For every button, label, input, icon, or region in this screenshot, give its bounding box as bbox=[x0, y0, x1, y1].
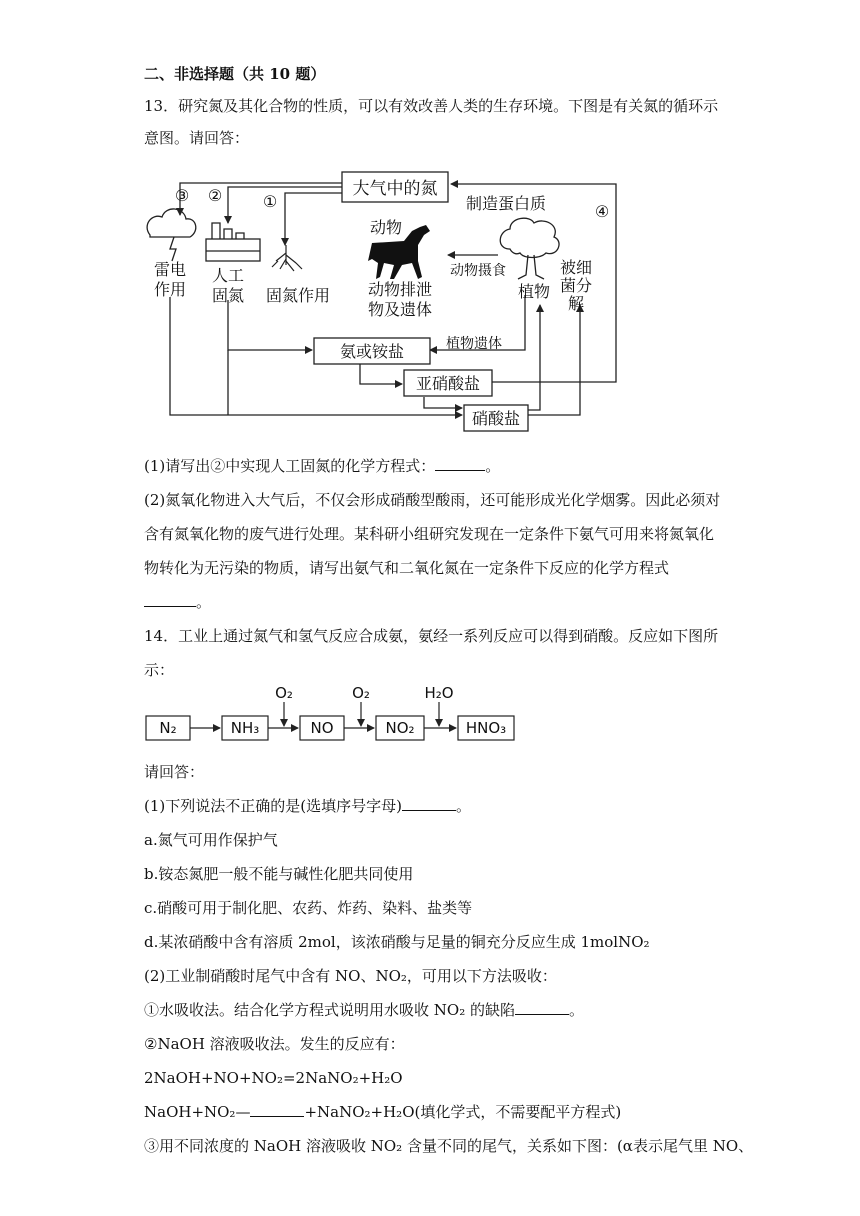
plant-label: 植物 bbox=[517, 282, 551, 301]
nitrite-label: 亚硝酸盐 bbox=[415, 374, 481, 393]
answer-blank[interactable] bbox=[435, 456, 485, 471]
answer-blank[interactable] bbox=[515, 1000, 569, 1015]
q13-part2-line2: 含有氮氧化物的废气进行处理。某科研小组研究发现在一定条件下氨气可用来将氮氧化 bbox=[144, 525, 715, 543]
q13-part1-text: (1)请写出②中实现人工固氮的化学方程式： bbox=[144, 457, 436, 475]
label-4: ④ bbox=[594, 202, 610, 221]
answer-blank[interactable] bbox=[402, 796, 456, 811]
method-1-end: 。 bbox=[568, 1001, 584, 1019]
q14-ask: 请回答： bbox=[144, 763, 205, 781]
q13-part2-line4 bbox=[144, 592, 211, 612]
q13-part1-end: 。 bbox=[485, 457, 501, 475]
q13-stem-line2: 意图。请回答： bbox=[144, 129, 250, 147]
animal-label: 动物 bbox=[369, 218, 403, 237]
q14-part1-text: (1)下列说法不正确的是(选填序号字母) bbox=[144, 797, 402, 815]
q14-part1 bbox=[144, 796, 471, 816]
q13-part1 bbox=[144, 456, 500, 476]
nh3-label: NH₃ bbox=[230, 719, 260, 737]
equation-2-right: +NaNO₂+H₂O(填化学式，不需要配平方程式) bbox=[304, 1103, 622, 1121]
ammonia-label: 氨或铵盐 bbox=[339, 342, 405, 361]
answer-blank[interactable] bbox=[250, 1102, 304, 1117]
lightning-label-2: 作用 bbox=[153, 280, 187, 299]
animal-excreta-label-2: 物及遗体 bbox=[367, 300, 433, 319]
method-1 bbox=[144, 1000, 584, 1020]
option-d: d.某浓硝酸中含有溶质 2mol，该浓硝酸与足量的铜充分反应生成 1molNO₂ bbox=[144, 933, 650, 951]
answer-blank[interactable] bbox=[144, 592, 196, 607]
o2-label-1: O₂ bbox=[275, 684, 293, 702]
section-title: 二、非选择题（共 10 题） bbox=[144, 65, 326, 83]
q13-part2-line3: 物转化为无污染的物质，请写出氨气和二氧化氮在一定条件下反应的化学方程式 bbox=[144, 559, 670, 577]
atmosphere-label: 大气中的氮 bbox=[352, 179, 438, 199]
nitrogen-cycle-diagram bbox=[140, 165, 620, 435]
make-protein-label: 制造蛋白质 bbox=[465, 194, 547, 213]
artificial-label-1: 人工 bbox=[211, 266, 245, 285]
equation-1: 2NaOH+NO+NO₂=2NaNO₂+H₂O bbox=[144, 1069, 403, 1087]
option-a: a.氮气可用作保护气 bbox=[144, 831, 278, 849]
decomp-label-2: 菌分 bbox=[559, 276, 593, 295]
factory-icon bbox=[206, 223, 260, 261]
root-nodule-icon bbox=[272, 245, 302, 271]
artificial-label-2: 固氮 bbox=[211, 286, 245, 305]
tree-icon bbox=[500, 218, 559, 279]
animal-feed-label: 动物摄食 bbox=[450, 263, 506, 279]
method-2: ②NaOH 溶液吸收法。发生的反应有： bbox=[144, 1035, 405, 1053]
hno3-label: HNO₃ bbox=[465, 719, 507, 737]
q13-part2-line1: (2)氮氧化物进入大气后，不仅会形成硝酸型酸雨，还可能形成光化学烟雾。因此必须对 bbox=[144, 491, 721, 509]
h2o-label: H₂O bbox=[424, 684, 454, 702]
nitrate-label: 硝酸盐 bbox=[471, 409, 521, 428]
equation-2 bbox=[144, 1102, 621, 1122]
option-b: b.铵态氮肥一般不能与碱性化肥共同使用 bbox=[144, 865, 414, 883]
decomp-label-3: 解 bbox=[567, 294, 585, 313]
q14-part1-end: 。 bbox=[455, 797, 471, 815]
equation-2-left: NaOH+NO₂— bbox=[144, 1103, 251, 1121]
nitric-acid-flow-diagram bbox=[140, 682, 530, 746]
method-1-text: ①水吸收法。结合化学方程式说明用水吸收 NO₂ 的缺陷 bbox=[144, 1001, 515, 1019]
q14-stem-line2: 示： bbox=[144, 661, 175, 679]
biofix-label: 固氮作用 bbox=[265, 286, 331, 305]
q13-part2-end: 。 bbox=[196, 593, 212, 611]
n2-label: N₂ bbox=[159, 719, 177, 737]
label-2: ② bbox=[207, 186, 223, 205]
decomp-label-1: 被细 bbox=[559, 258, 593, 277]
q14-part2: (2)工业制硝酸时尾气中含有 NO、NO₂，可用以下方法吸收： bbox=[144, 967, 557, 985]
q13-stem-line1: 13．研究氮及其化合物的性质，可以有效改善人类的生存环境。下图是有关氮的循环示 bbox=[144, 97, 719, 115]
lightning-label-1: 雷电 bbox=[153, 260, 187, 279]
option-c: c.硝酸可用于制化肥、农药、炸药、染料、盐类等 bbox=[144, 899, 473, 917]
method-3: ③用不同浓度的 NaOH 溶液吸收 NO₂ 含量不同的尾气，关系如下图：(α表示尾气里 NO、 bbox=[144, 1137, 754, 1155]
o2-label-2: O₂ bbox=[352, 684, 370, 702]
lightning-cloud-icon bbox=[147, 209, 196, 261]
q14-stem-line1: 14．工业上通过氮气和氢气反应合成氨，氨经一系列反应可以得到硝酸。反应如下图所 bbox=[144, 627, 719, 645]
no-label: NO bbox=[310, 719, 334, 737]
label-3: ③ bbox=[174, 186, 190, 205]
animal-excreta-label-1: 动物排泄 bbox=[367, 280, 433, 299]
plant-remains-label: 植物遗体 bbox=[446, 336, 502, 352]
no2-label: NO₂ bbox=[385, 719, 415, 737]
label-1: ① bbox=[262, 192, 278, 211]
